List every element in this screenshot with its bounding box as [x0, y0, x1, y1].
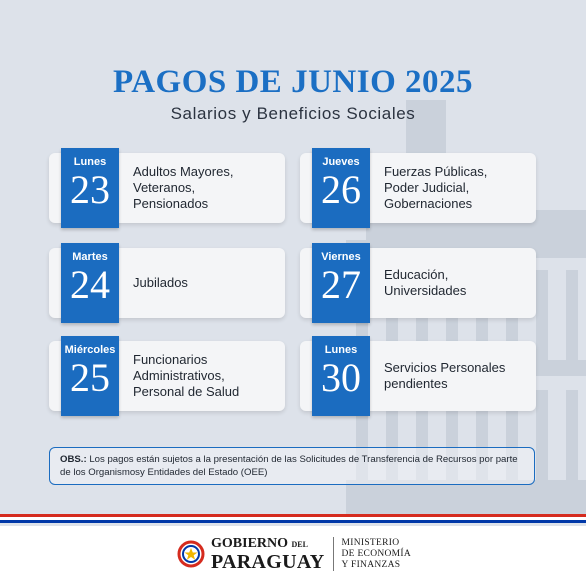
ministry-line: MINISTERIO: [341, 537, 400, 548]
day-number: 27: [321, 262, 361, 307]
beneficiary-line: Servicios Personales: [384, 360, 506, 375]
beneficiary-line: Jubilados: [133, 275, 188, 290]
ministry-line: DE ECONOMÍA: [341, 548, 412, 559]
day-name: Viernes: [321, 251, 361, 263]
flag-stripe-blue: [0, 520, 586, 523]
beneficiaries-text: [384, 153, 530, 223]
day-number: 25: [70, 355, 110, 400]
date-badge: [61, 336, 119, 416]
note-text: Los pagos están sujetos a la presentación de las Solicitudes de Transferencia de Recursos por parte de los Organismosy Entidades del Estado (OEE): [60, 454, 518, 478]
beneficiary-line: Administrativos,: [133, 368, 225, 383]
date-badge: [312, 336, 370, 416]
page-subtitle: Salarios y Beneficios Sociales: [170, 104, 416, 123]
day-name: Miércoles: [64, 344, 116, 356]
ministry-name: [342, 538, 412, 571]
payment-card-jueves-26: [300, 153, 536, 223]
day-name: Jueves: [322, 156, 360, 168]
beneficiaries-text: [133, 341, 279, 411]
coat-of-arms-icon: [177, 540, 205, 568]
payment-card-miercoles-25: [49, 341, 285, 411]
day-name: Lunes: [73, 156, 107, 168]
beneficiary-line: Gobernaciones: [384, 196, 473, 211]
beneficiary-line: Educación,: [384, 267, 449, 282]
beneficiary-line: Adultos Mayores,: [133, 164, 234, 179]
beneficiary-line: Funcionarios: [133, 352, 208, 367]
day-number: 23: [70, 167, 110, 212]
beneficiaries-text: [133, 153, 279, 223]
date-badge: [61, 243, 119, 323]
beneficiary-line: Veteranos,: [133, 180, 196, 195]
date-badge: [61, 148, 119, 228]
day-number: 26: [321, 167, 361, 212]
gov-line1: GOBIERNO: [211, 536, 289, 551]
page-title: PAGOS DE JUNIO 2025: [113, 64, 473, 100]
beneficiaries-text: [384, 248, 530, 318]
beneficiary-line: Pensionados: [133, 196, 209, 211]
date-badge: [312, 243, 370, 323]
beneficiaries-text: [384, 341, 530, 411]
beneficiary-line: Universidades: [384, 283, 467, 298]
gov-line2: PARAGUAY: [211, 551, 325, 573]
payment-card-lunes-23: [49, 153, 285, 223]
observation-note: [49, 447, 535, 485]
note-label: OBS.:: [60, 454, 87, 465]
gov-del: DEL: [291, 540, 308, 549]
day-number: 24: [70, 262, 110, 307]
beneficiary-line: Personal de Salud: [133, 384, 240, 399]
payment-card-martes-24: [49, 248, 285, 318]
day-number: 30: [321, 355, 361, 400]
payment-card-viernes-27: [300, 248, 536, 318]
beneficiary-line: Fuerzas Públicas,: [384, 164, 488, 179]
footer: [0, 526, 586, 583]
footer-divider: [333, 537, 334, 571]
beneficiary-line: Poder Judicial,: [384, 180, 470, 195]
day-name: Martes: [72, 251, 108, 263]
beneficiaries-text: [133, 248, 279, 318]
beneficiary-line: pendientes: [384, 376, 448, 391]
day-name: Lunes: [324, 344, 358, 356]
government-wordmark: [211, 536, 325, 572]
government-logo: [177, 536, 411, 572]
date-badge: [312, 148, 370, 228]
ministry-line: Y FINANZAS: [341, 559, 401, 570]
payment-card-lunes-30: [300, 341, 536, 411]
